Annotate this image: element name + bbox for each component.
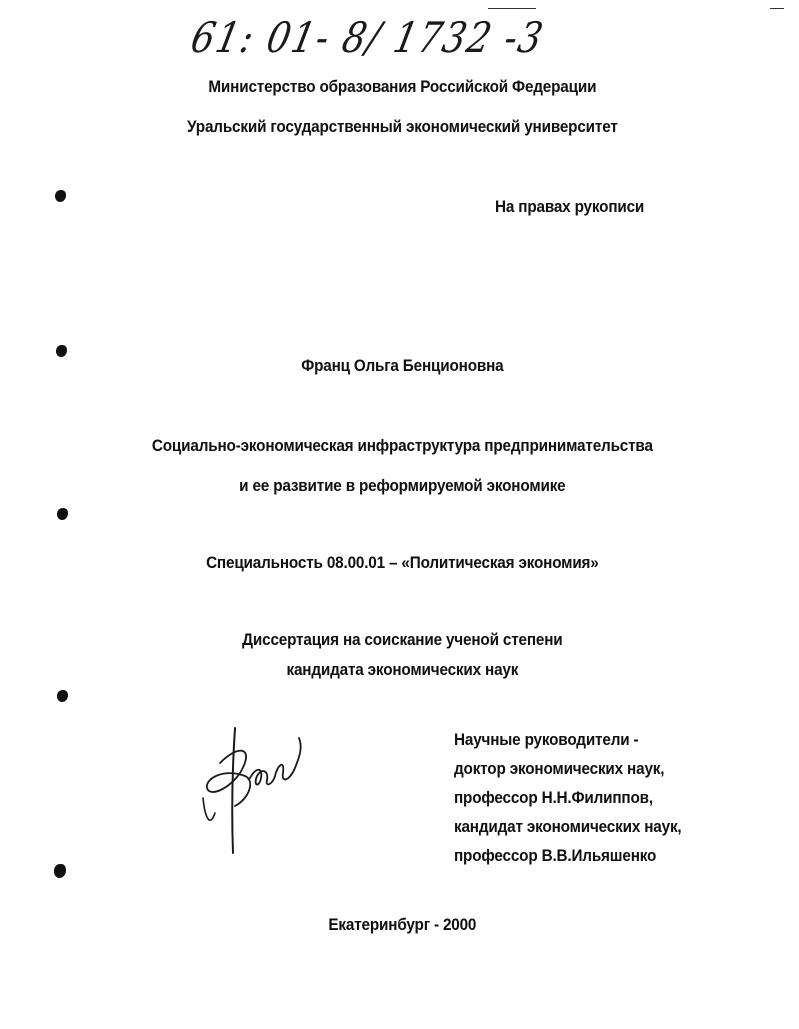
ministry-line: Министерство образования Российской Федерации [208, 77, 597, 96]
binding-hole-mark [57, 508, 68, 520]
rights-notice: На правах рукописи [495, 197, 645, 216]
author-name: Франц Ольга Бенционовна [301, 356, 504, 375]
advisor-line: профессор В.В.Ильяшенко [454, 846, 657, 865]
binding-hole-mark [55, 190, 66, 202]
dissertation-line-2: кандидата экономических наук [286, 660, 519, 679]
place-year: Екатеринбург - 2000 [328, 915, 477, 934]
scan-mark-line [770, 8, 784, 9]
scan-mark-line [488, 8, 536, 9]
title-line-2: и ее развитие в реформируемой экономике [239, 476, 566, 495]
handwritten-archive-number: 61: 01- 8/ 1732 -3 [186, 13, 549, 62]
advisor-line: доктор экономических наук, [454, 759, 665, 778]
advisor-line: кандидат экономических наук, [454, 817, 682, 836]
dissertation-line-1: Диссертация на соискание ученой степени [242, 630, 563, 649]
author-signature [195, 718, 315, 858]
specialty-line: Специальность 08.00.01 – «Политическая экономия» [206, 553, 599, 572]
advisor-line: профессор Н.Н.Филиппов, [454, 788, 653, 807]
university-line: Уральский государственный экономический университет [187, 117, 618, 136]
binding-hole-mark [54, 864, 66, 878]
title-line-1: Социально-экономическая инфраструктура предпринимательства [151, 436, 653, 455]
advisors-heading: Научные руководители - [454, 730, 639, 749]
binding-hole-mark [57, 690, 68, 702]
